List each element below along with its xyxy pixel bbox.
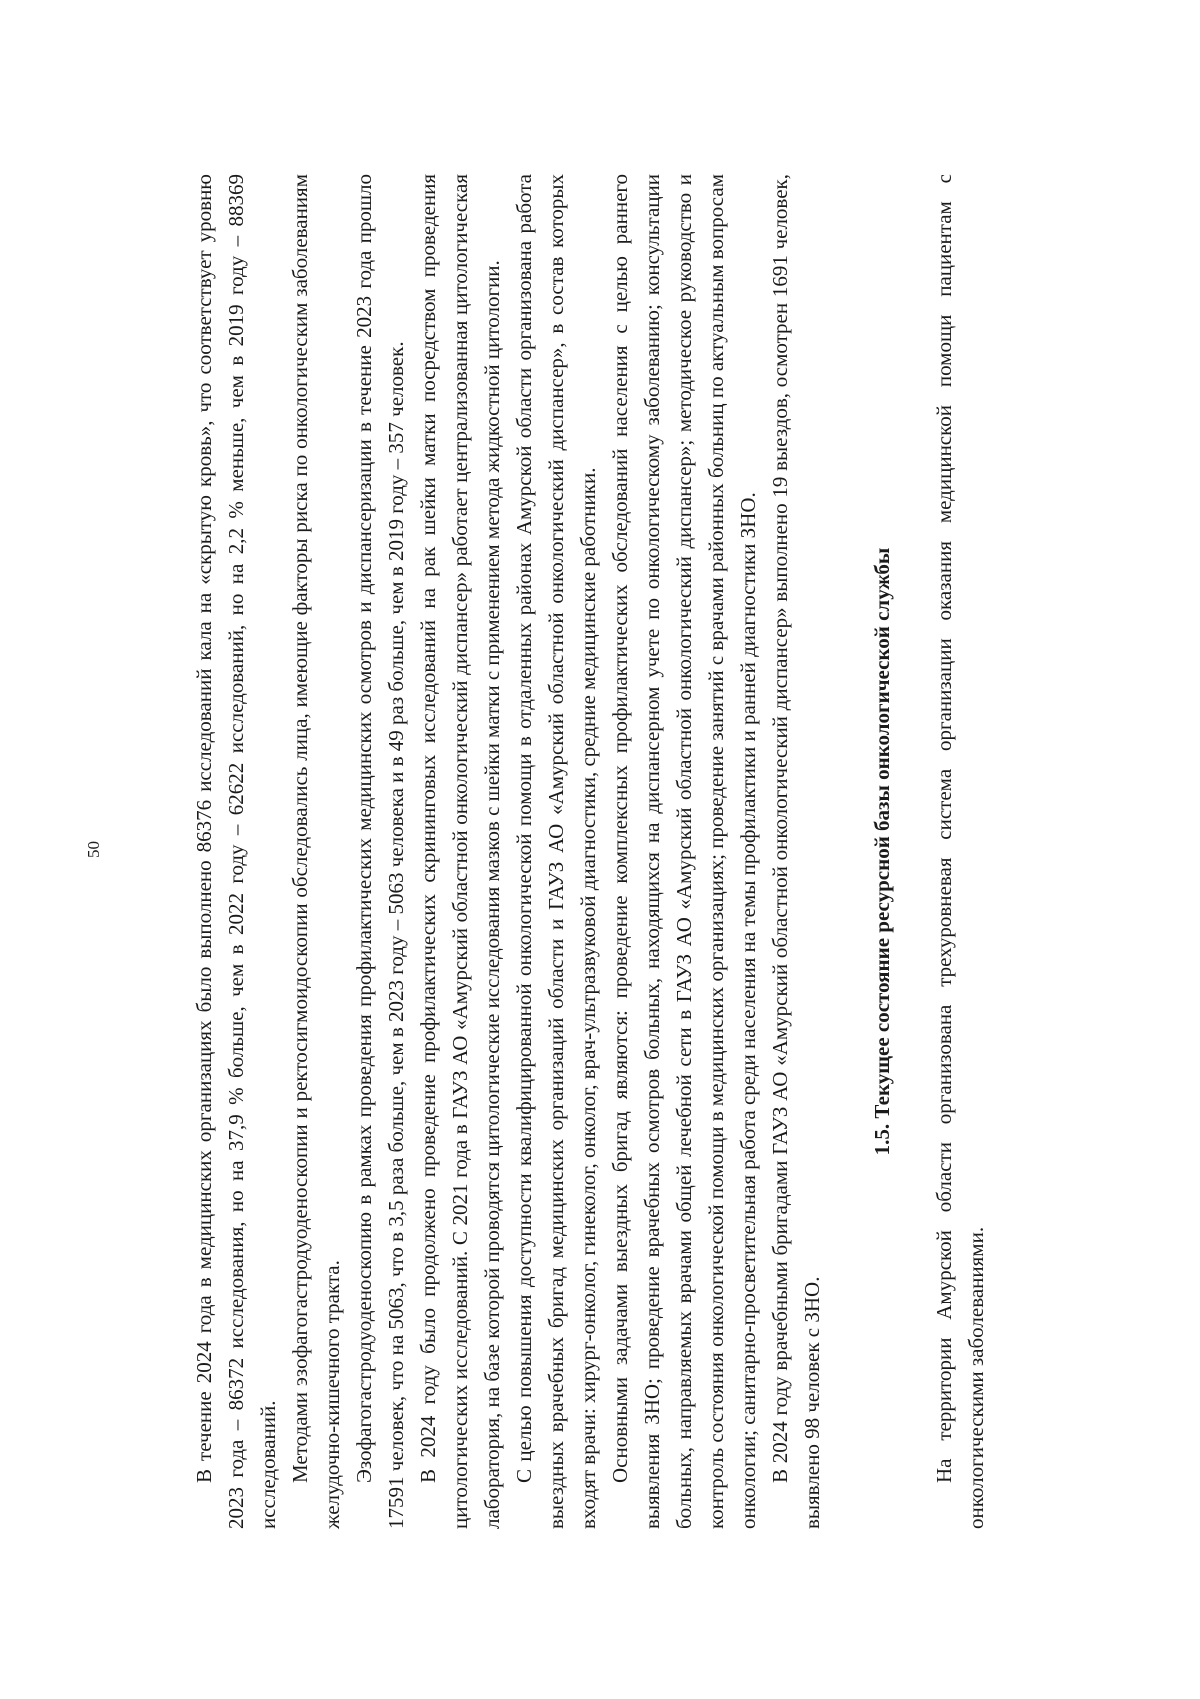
section-heading: 1.5. Текущее состояние ресурсной базы онкологической службы: [870, 547, 894, 1156]
paragraph-three-level-system: На территории Амурской области организована трехуровневая система организации оказания медицинской помощи пациентам с онкологическими заболеваниями.: [932, 174, 988, 1529]
paragraph-fecal-blood-tests: В течение 2024 года в медицинских организациях было выполнено 86376 исследований кала на «скрытую кровь», что соответствует уровню 2023 года – 86372 исследования, но на 37,9 % больше, чем в 2022 году – 62622 исследований, но на 2,2 % меньше, чем в 2019 году – 88369 исследований.: [192, 174, 280, 1529]
paragraph-cervical-screening: В 2024 году было продолжено проведение профилактических скрининговых исследований на рак шейки матки посредством проведения цитологических исследований. С 2021 года в ГАУЗ АО «Амурский областной онкологический диспансер» работает централизованная цитологическая лаборатория, на базе которой проводятся цитологические исследования мазков с шейки матки с применением метода жидкостной цитологии.: [416, 174, 504, 1529]
paragraph-endoscopy-methods: Методами эзофагогастродуоденоскопии и ректосигмоидоскопии обследовались лица, имеющие факторы риска по онкологическим заболеваниям желудочно-кишечного тракта.: [288, 174, 344, 1529]
paragraph-esophagogastroduodenoscopy: Эзофагогастродуоденоскопию в рамках проведения профилактических медицинских осмотров и диспансеризации в течение 2023 года прошло 17591 человек, что на 5063, что в 3,5 раза больше, чем в 2023 году – 5063 человека и в 49 раз больше, чем в 2019 году – 357 человек.: [352, 174, 408, 1529]
paragraph-team-results: В 2024 году врачебными бригадами ГАУЗ АО «Амурский областной онкологический диспансер» выполнено 19 выездов, осмотрен 1691 человек, выявлено 98 человек с ЗНО.: [768, 174, 824, 1529]
paragraph-mobile-teams: С целью повышения доступности квалифицированной онкологической помощи в отдаленных районах Амурской области организована работа выездных врачебных бригад медицинских организаций области и ГАУЗ АО «Амурский областной онкологический диспансер», в состав которых входят врачи: хирург-онколог, гинеколог, онколог, врач-ультразвуковой диагностики, средние медицинские работники.: [512, 174, 600, 1529]
page-number: 50: [84, 841, 103, 858]
document-body: [188, 174, 992, 1529]
paragraph-team-tasks: Основными задачами выездных бригад являются: проведение комплексных профилактических обследований населения с целью раннего выявления ЗНО; проведение врачебных осмотров больных, находящихся на диспансерном учете по онкологическому заболеванию; консультации больных, направляемых врачами общей лечебной сети в ГАУЗ АО «Амурский областной онкологический диспансер»; методическое руководство и контроль состояния онкологической помощи в медицинских организациях; проведение занятий с врачами районных больниц по актуальным вопросам онкологии; санитарно-просветительная работа среди населения на темы профилактики и ранней диагностики ЗНО.: [608, 174, 760, 1529]
